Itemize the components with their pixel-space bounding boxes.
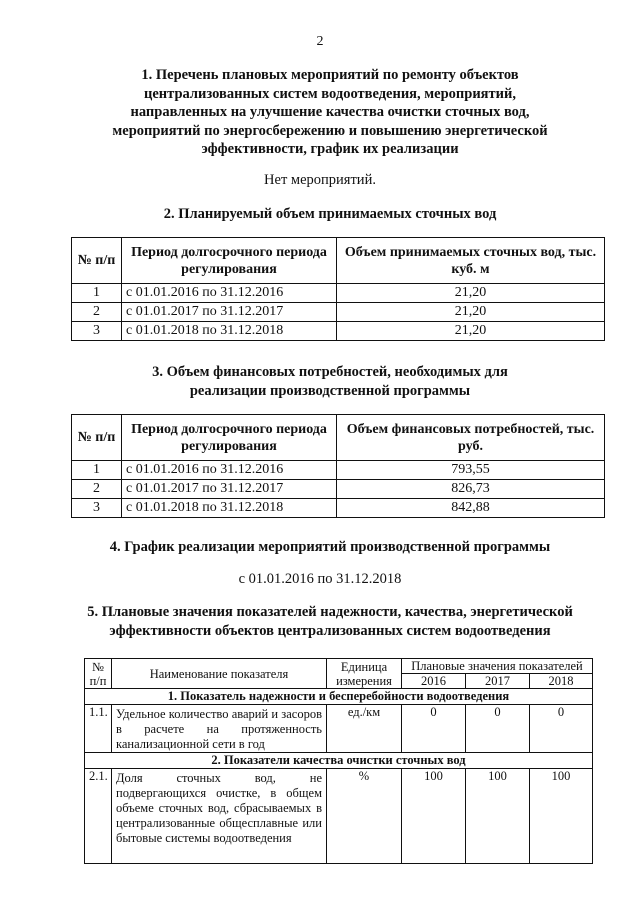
col-header-period: Период долгосрочного периода регулирования bbox=[122, 238, 337, 284]
cell-value-2018: 0 bbox=[530, 705, 593, 753]
col-header-volume: Объем принимаемых сточных вод, тыс. куб. м bbox=[337, 238, 605, 284]
table-row bbox=[72, 303, 605, 322]
table-row bbox=[72, 499, 605, 518]
section-row bbox=[85, 689, 593, 705]
col-header-year: 2017 bbox=[466, 674, 530, 689]
no-measures-note: Нет мероприятий. bbox=[264, 172, 376, 188]
col-header-year: 2016 bbox=[402, 674, 466, 689]
group-title: 1. Показатель надежности и бесперебойности водоотведения bbox=[85, 689, 593, 705]
table-header-row bbox=[72, 238, 605, 284]
section3-title-line: 3. Объем финансовых потребностей, необходимых для bbox=[152, 364, 508, 380]
cell-num: 1 bbox=[72, 461, 122, 480]
col-header-name: Наименование показателя bbox=[112, 659, 327, 689]
cell-indicator-name: Удельное количество аварий и засоров в расчете на протяженность канализационной сети в год bbox=[112, 705, 327, 753]
cell-unit: % bbox=[327, 769, 402, 864]
section4-title: 4. График реализации мероприятий производственной программы bbox=[109, 539, 551, 555]
section1-title-line: эффективности, график их реализации bbox=[201, 141, 459, 157]
section1-title-line: 1. Перечень плановых мероприятий по ремонту объектов bbox=[141, 67, 519, 83]
table-row bbox=[72, 284, 605, 303]
col-header-finance: Объем финансовых потребностей, тыс. руб. bbox=[337, 415, 605, 461]
table-row bbox=[85, 769, 593, 864]
cell-num: 3 bbox=[72, 322, 122, 341]
cell-num: 2.1. bbox=[85, 769, 112, 864]
page-number: 2 bbox=[316, 34, 324, 49]
cell-period: с 01.01.2016 по 31.12.2016 bbox=[122, 284, 337, 303]
cell-period: с 01.01.2017 по 31.12.2017 bbox=[122, 480, 337, 499]
cell-period: с 01.01.2016 по 31.12.2016 bbox=[122, 461, 337, 480]
section1-title-line: мероприятий по энергосбережению и повышению энергетической bbox=[112, 122, 548, 139]
section5-title-line: 5. Плановые значения показателей надежности, качества, энергетической bbox=[87, 604, 573, 620]
cell-finance: 793,55 bbox=[337, 461, 605, 480]
section1-title-line: направленных на улучшение качества очистки сточных вод, bbox=[130, 104, 530, 120]
cell-indicator-name: Доля сточных вод, не подвергающихся очистке, в общем объеме сточных вод, сбрасываемых в централизованные общесплавные или бытовые системы водоотведения bbox=[112, 769, 327, 864]
cell-value-2016: 100 bbox=[402, 769, 466, 864]
cell-value-2018: 100 bbox=[530, 769, 593, 864]
col-header-unit: Единица измерения bbox=[327, 659, 402, 689]
cell-num: 2 bbox=[72, 480, 122, 499]
program-period: с 01.01.2016 по 31.12.2018 bbox=[238, 571, 402, 587]
cell-value-2017: 0 bbox=[466, 705, 530, 753]
cell-num: 3 bbox=[72, 499, 122, 518]
cell-period: с 01.01.2018 по 31.12.2018 bbox=[122, 322, 337, 341]
cell-num: 2 bbox=[72, 303, 122, 322]
col-header-num: № п/п bbox=[72, 238, 122, 284]
cell-num: 1 bbox=[72, 284, 122, 303]
cell-volume: 21,20 bbox=[337, 284, 605, 303]
col-header-period: Период долгосрочного периода регулирования bbox=[122, 415, 337, 461]
cell-finance: 842,88 bbox=[337, 499, 605, 518]
cell-period: с 01.01.2017 по 31.12.2017 bbox=[122, 303, 337, 322]
table-row bbox=[72, 322, 605, 341]
indicators-table bbox=[84, 658, 593, 864]
cell-value-2016: 0 bbox=[402, 705, 466, 753]
col-header-num: № п/п bbox=[72, 415, 122, 461]
section5-title-line: эффективности объектов централизованных систем водоотведения bbox=[109, 622, 551, 639]
section-row bbox=[85, 753, 593, 769]
section1-title-line: централизованных систем водоотведения, мероприятий, bbox=[144, 85, 516, 102]
cell-value-2017: 100 bbox=[466, 769, 530, 864]
financial-needs-table bbox=[71, 414, 605, 518]
col-header-num: № п/п bbox=[85, 659, 112, 689]
table-row bbox=[85, 705, 593, 753]
cell-num: 1.1. bbox=[85, 705, 112, 753]
wastewater-volume-table bbox=[71, 237, 605, 341]
table-row bbox=[72, 461, 605, 480]
table-row bbox=[72, 480, 605, 499]
cell-volume: 21,20 bbox=[337, 322, 605, 341]
cell-unit: ед./км bbox=[327, 705, 402, 753]
cell-period: с 01.01.2018 по 31.12.2018 bbox=[122, 499, 337, 518]
table-header-row bbox=[72, 415, 605, 461]
group-title: 2. Показатели качества очистки сточных вод bbox=[85, 753, 593, 769]
cell-volume: 21,20 bbox=[337, 303, 605, 322]
section3-title bbox=[40, 363, 620, 400]
cell-finance: 826,73 bbox=[337, 480, 605, 499]
section2-title: 2. Планируемый объем принимаемых сточных вод bbox=[163, 206, 497, 222]
table-header-row bbox=[85, 659, 593, 674]
col-header-year: 2018 bbox=[530, 674, 593, 689]
section1-title bbox=[40, 66, 620, 159]
col-header-plan: Плановые значения показателей bbox=[402, 659, 593, 674]
section3-title-line: реализации производственной программы bbox=[189, 382, 471, 399]
section5-title bbox=[40, 603, 620, 640]
